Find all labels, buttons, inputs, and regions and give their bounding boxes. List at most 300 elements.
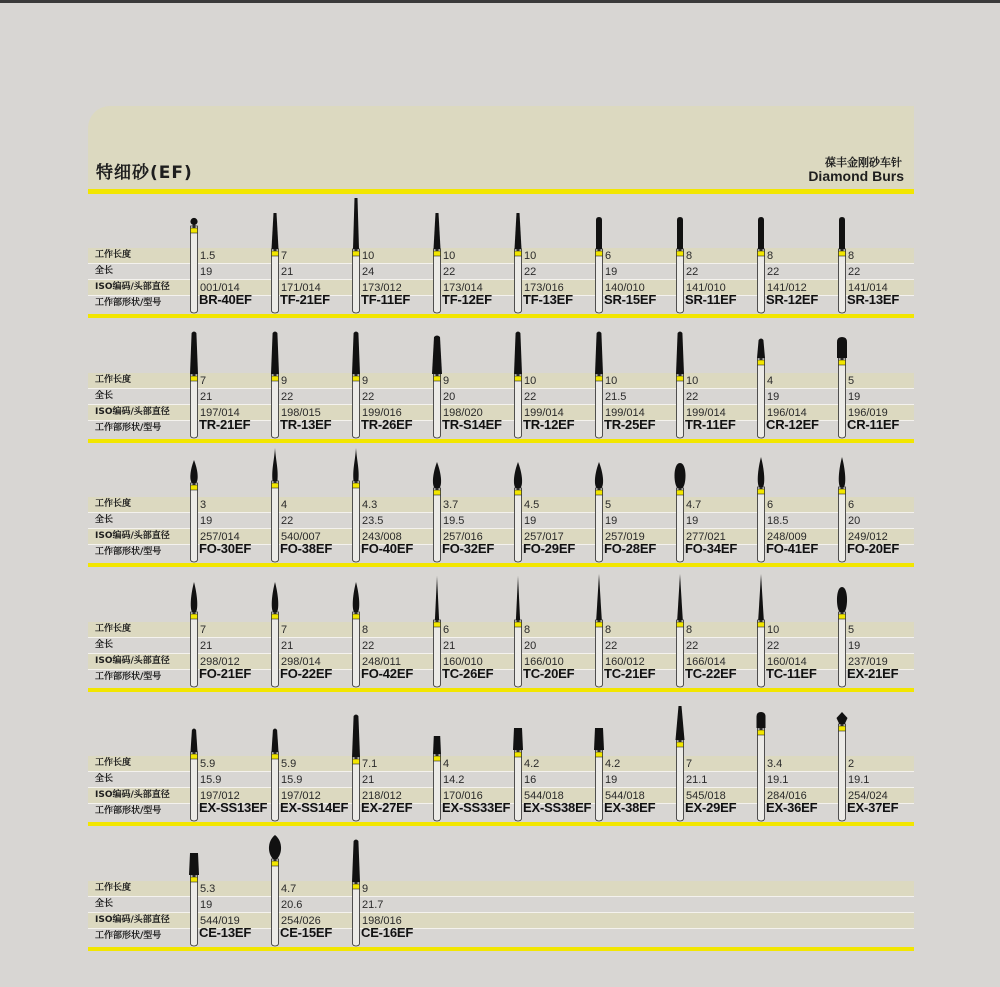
total-length: 22 <box>362 391 375 403</box>
total-length: 16 <box>524 774 537 786</box>
iso-code: 249/012 <box>848 531 888 543</box>
bur-item[interactable] <box>592 704 673 822</box>
total-length: 22 <box>443 266 456 278</box>
bur-specs <box>767 248 835 296</box>
bur-specs <box>524 756 592 804</box>
total-length: 19 <box>686 515 699 527</box>
bur-item[interactable] <box>268 196 349 314</box>
total-length: 21 <box>443 640 456 652</box>
row-label: ISO编码/头部直径 <box>95 531 170 541</box>
model-code: CR-11EF <box>847 417 900 432</box>
bur-specs <box>686 756 754 804</box>
working-length: 4.7 <box>281 883 297 895</box>
working-length: 10 <box>524 375 537 387</box>
bur-head <box>676 706 685 740</box>
model-code: EX-SS13EF <box>199 800 268 815</box>
bur-item[interactable] <box>349 704 430 822</box>
bur-item[interactable] <box>349 196 430 314</box>
bur-item[interactable] <box>592 196 673 314</box>
grit-color-band <box>353 884 360 889</box>
total-length: 19 <box>848 640 861 652</box>
bur-item[interactable] <box>673 196 754 314</box>
model-code: TF-21EF <box>280 292 330 307</box>
grit-color-band <box>596 251 603 256</box>
total-length: 19 <box>200 266 213 278</box>
iso-code: 218/012 <box>362 790 402 802</box>
bur-item[interactable] <box>187 829 268 947</box>
working-length: 6 <box>605 250 612 262</box>
total-length: 22 <box>767 640 780 652</box>
working-length: 5 <box>605 499 612 511</box>
row-label: 工作部形状/型号 <box>95 931 162 941</box>
grit-color-band <box>758 730 765 735</box>
iso-code: 140/010 <box>605 282 645 294</box>
total-length: 15.9 <box>200 774 222 786</box>
grit-color-band <box>353 483 360 488</box>
grit-color-band <box>272 614 279 619</box>
bur-specs <box>443 756 511 804</box>
iso-code: 173/014 <box>443 282 483 294</box>
model-code: TF-13EF <box>523 292 573 307</box>
bur-item[interactable] <box>835 704 916 822</box>
bur-item[interactable] <box>835 196 916 314</box>
working-length: 3.4 <box>767 758 783 770</box>
bur-head <box>757 339 765 359</box>
bur-item[interactable] <box>754 570 835 688</box>
row-label: 工作部形状/型号 <box>95 672 162 682</box>
working-length: 10 <box>524 250 537 262</box>
bur-shank <box>758 249 765 313</box>
bur-specs <box>686 248 754 296</box>
model-code: EX-SS14EF <box>280 800 349 815</box>
bur-item[interactable] <box>349 570 430 688</box>
iso-code: 544/018 <box>524 790 564 802</box>
row-label: ISO编码/头部直径 <box>95 656 170 666</box>
bur-shank <box>434 620 441 687</box>
model-code: FO-32EF <box>442 541 495 556</box>
bur-head <box>353 582 360 612</box>
model-code: EX-27EF <box>361 800 413 815</box>
bur-shank <box>677 488 684 562</box>
bur-item[interactable] <box>673 321 754 439</box>
bur-item[interactable] <box>754 196 835 314</box>
iso-code: 248/009 <box>767 531 807 543</box>
bur-head <box>514 332 522 375</box>
grit-color-band <box>191 877 198 882</box>
bur-item[interactable] <box>349 445 430 563</box>
iso-code: 199/014 <box>686 407 726 419</box>
bur-item[interactable] <box>511 445 592 563</box>
grit-color-band <box>839 726 846 731</box>
bur-shank <box>596 374 603 438</box>
iso-code: 199/016 <box>362 407 402 419</box>
working-length: 8 <box>524 624 531 636</box>
bur-specs <box>686 373 754 421</box>
model-code: TR-21EF <box>199 417 251 432</box>
bur-specs <box>362 248 430 296</box>
working-length: 4.2 <box>605 758 621 770</box>
row-label: ISO编码/头部直径 <box>95 790 170 800</box>
model-code: CR-12EF <box>766 417 819 432</box>
bur-shank <box>191 612 198 687</box>
iso-code: 257/016 <box>443 531 483 543</box>
iso-code: 196/019 <box>848 407 888 419</box>
grit-color-band <box>839 360 846 365</box>
total-length: 22 <box>686 391 699 403</box>
bur-item[interactable] <box>835 321 916 439</box>
total-length: 18.5 <box>767 515 789 527</box>
total-length: 20 <box>848 515 861 527</box>
bur-shank <box>677 620 684 687</box>
bur-head <box>272 729 279 753</box>
bur-shank <box>272 481 279 562</box>
total-length: 21 <box>281 640 294 652</box>
grit-color-band <box>677 742 684 747</box>
product-row <box>88 445 914 575</box>
total-length: 22 <box>767 266 780 278</box>
bur-specs <box>605 497 673 545</box>
model-code: FO-21EF <box>199 666 252 681</box>
total-length: 20 <box>443 391 456 403</box>
bur-shank <box>839 249 846 313</box>
bur-head <box>676 332 684 375</box>
bur-specs <box>200 497 268 545</box>
total-length: 22 <box>848 266 861 278</box>
model-code: EX-SS38EF <box>523 800 592 815</box>
bur-shank <box>515 750 522 821</box>
bur-specs <box>443 248 511 296</box>
row-divider <box>88 439 914 443</box>
bur-specs <box>200 373 268 421</box>
bur-shank <box>272 374 279 438</box>
bur-specs <box>524 497 592 545</box>
total-length: 22 <box>524 266 537 278</box>
bur-item[interactable] <box>430 321 511 439</box>
grit-color-band <box>353 376 360 381</box>
grit-color-band <box>758 622 765 627</box>
bur-item[interactable] <box>430 445 511 563</box>
model-code: EX-21EF <box>847 666 899 681</box>
grit-color-band <box>515 490 522 495</box>
bur-head <box>839 217 845 249</box>
iso-code: 196/014 <box>767 407 807 419</box>
bur-item[interactable] <box>187 196 268 314</box>
bur-item[interactable] <box>187 445 268 563</box>
model-code: TF-11EF <box>361 292 411 307</box>
working-length: 7 <box>281 250 288 262</box>
bur-specs <box>281 373 349 421</box>
bur-head <box>189 853 199 875</box>
row-label: 工作长度 <box>95 499 132 509</box>
row-label: 工作长度 <box>95 624 132 634</box>
iso-code: 257/014 <box>200 531 240 543</box>
product-row <box>88 829 914 959</box>
bur-item[interactable] <box>430 704 511 822</box>
bur-item[interactable] <box>268 321 349 439</box>
grit-color-band <box>515 622 522 627</box>
bur-item[interactable] <box>349 321 430 439</box>
iso-code: 197/012 <box>281 790 321 802</box>
working-length: 8 <box>362 624 369 636</box>
bur-item[interactable] <box>511 321 592 439</box>
iso-code: 243/008 <box>362 531 402 543</box>
bur-head <box>837 712 848 724</box>
bur-item[interactable] <box>754 445 835 563</box>
total-length: 22 <box>605 640 618 652</box>
iso-code: 160/010 <box>443 656 483 668</box>
bur-specs <box>524 622 592 670</box>
bur-item[interactable] <box>268 829 349 947</box>
bur-head <box>596 574 602 620</box>
bur-head <box>513 728 523 750</box>
row-label: ISO编码/头部直径 <box>95 915 170 925</box>
iso-code: 199/014 <box>524 407 564 419</box>
model-code: EX-38EF <box>604 800 656 815</box>
iso-code: 198/015 <box>281 407 321 419</box>
working-length: 10 <box>443 250 456 262</box>
bur-shank <box>758 487 765 562</box>
bur-item[interactable] <box>187 704 268 822</box>
page-title: 特细砂(EF) <box>96 163 193 183</box>
model-code: TR-25EF <box>604 417 656 432</box>
working-length: 7 <box>686 758 693 770</box>
bur-shank <box>596 488 603 562</box>
bur-specs <box>605 373 673 421</box>
row-label: ISO编码/头部直径 <box>95 407 170 417</box>
total-length: 19 <box>605 266 618 278</box>
bur-head <box>190 332 198 375</box>
iso-code: 166/010 <box>524 656 564 668</box>
bur-head <box>432 336 442 375</box>
bur-specs <box>767 622 835 670</box>
grit-color-band <box>191 228 198 233</box>
bur-specs <box>686 497 754 545</box>
total-length: 21.7 <box>362 899 384 911</box>
model-code: TR-S14EF <box>442 417 502 432</box>
iso-code: 170/016 <box>443 790 483 802</box>
bur-item[interactable] <box>835 570 916 688</box>
grit-color-band <box>596 622 603 627</box>
header-divider <box>88 189 914 194</box>
grit-color-band <box>272 376 279 381</box>
total-length: 21 <box>362 774 375 786</box>
bur-specs <box>767 756 835 804</box>
catalog-header <box>88 106 914 189</box>
iso-code: 277/021 <box>686 531 726 543</box>
bur-head <box>352 332 360 375</box>
bur-specs <box>605 248 673 296</box>
bur-item[interactable] <box>835 445 916 563</box>
grit-color-band <box>353 251 360 256</box>
row-divider <box>88 688 914 692</box>
bur-item[interactable] <box>187 570 268 688</box>
bur-head <box>433 462 441 488</box>
bur-item[interactable] <box>511 196 592 314</box>
model-code: CE-15EF <box>280 925 333 940</box>
product-row <box>88 196 914 326</box>
total-length: 19 <box>200 899 213 911</box>
grit-color-band <box>434 251 441 256</box>
grit-color-band <box>515 251 522 256</box>
bur-item[interactable] <box>187 321 268 439</box>
working-length: 5 <box>848 375 855 387</box>
working-length: 5 <box>848 624 855 636</box>
bur-head <box>190 218 197 225</box>
bur-shank <box>353 481 360 562</box>
model-code: TR-11EF <box>685 417 736 432</box>
total-length: 21 <box>200 391 213 403</box>
bur-shank <box>191 875 198 946</box>
working-length: 9 <box>362 883 369 895</box>
bur-item[interactable] <box>673 445 754 563</box>
bur-head <box>352 715 360 758</box>
total-length: 20 <box>524 640 537 652</box>
bur-head <box>758 217 764 249</box>
working-length: 9 <box>443 375 450 387</box>
bur-specs <box>200 881 268 929</box>
bur-head <box>272 582 279 612</box>
total-length: 20.6 <box>281 899 303 911</box>
bur-head <box>596 217 602 249</box>
grit-color-band <box>191 614 198 619</box>
working-length: 7 <box>281 624 288 636</box>
bur-head <box>837 337 847 358</box>
row-label: 工作部形状/型号 <box>95 298 162 308</box>
bur-shank <box>353 249 360 313</box>
grit-color-band <box>515 376 522 381</box>
bur-item[interactable] <box>430 570 511 688</box>
bur-shank <box>272 249 279 313</box>
grit-color-band <box>677 490 684 495</box>
iso-code: 160/012 <box>605 656 645 668</box>
bur-specs <box>848 373 916 421</box>
total-length: 22 <box>281 391 294 403</box>
bur-head <box>758 457 765 487</box>
bur-specs <box>848 248 916 296</box>
working-length: 7.1 <box>362 758 378 770</box>
bur-specs <box>848 497 916 545</box>
bur-head <box>352 840 360 883</box>
bur-shank <box>434 754 441 821</box>
bur-item[interactable] <box>268 570 349 688</box>
working-length: 9 <box>281 375 288 387</box>
bur-specs <box>443 373 511 421</box>
bur-shank <box>434 488 441 562</box>
bur-item[interactable] <box>592 321 673 439</box>
model-code: TR-26EF <box>361 417 413 432</box>
grit-color-band <box>839 489 846 494</box>
bur-head <box>271 332 279 375</box>
bur-item[interactable] <box>592 445 673 563</box>
bur-head <box>191 582 198 612</box>
bur-item[interactable] <box>430 196 511 314</box>
bur-item[interactable] <box>511 704 592 822</box>
bur-specs <box>524 373 592 421</box>
iso-code: 248/011 <box>362 656 401 668</box>
bur-specs <box>281 248 349 296</box>
total-length: 23.5 <box>362 515 384 527</box>
bur-item[interactable] <box>511 570 592 688</box>
bur-specs <box>200 248 268 296</box>
total-length: 21 <box>281 266 294 278</box>
model-code: EX-SS33EF <box>442 800 511 815</box>
bur-shank <box>677 249 684 313</box>
row-label: 全长 <box>95 515 114 525</box>
bur-head <box>674 463 685 488</box>
model-code: FO-42EF <box>361 666 414 681</box>
grit-color-band <box>353 759 360 764</box>
working-length: 3 <box>200 499 207 511</box>
bur-shank <box>353 882 360 946</box>
working-length: 6 <box>848 499 855 511</box>
bur-specs <box>443 497 511 545</box>
top-border <box>0 0 1000 3</box>
bur-item[interactable] <box>268 445 349 563</box>
working-length: 10 <box>362 250 375 262</box>
total-length: 21 <box>200 640 213 652</box>
model-code: EX-36EF <box>766 800 818 815</box>
iso-code: 141/014 <box>848 282 888 294</box>
bur-specs <box>767 373 835 421</box>
grit-color-band <box>434 622 441 627</box>
model-code: FO-29EF <box>523 541 576 556</box>
bur-specs <box>605 622 673 670</box>
iso-code: 254/026 <box>281 915 321 927</box>
model-code: SR-11EF <box>685 292 737 307</box>
bur-head <box>269 835 281 859</box>
total-length: 24 <box>362 266 375 278</box>
bur-item[interactable] <box>592 570 673 688</box>
model-code: TF-12EF <box>442 292 492 307</box>
iso-code: 544/018 <box>605 790 645 802</box>
grit-color-band <box>677 251 684 256</box>
total-length: 19.5 <box>443 515 465 527</box>
bur-shank <box>515 488 522 562</box>
grit-color-band <box>191 485 198 490</box>
working-length: 5.3 <box>200 883 216 895</box>
bur-head <box>677 217 683 249</box>
grit-color-band <box>758 251 765 256</box>
model-code: TC-22EF <box>685 666 737 681</box>
iso-code: 545/018 <box>686 790 726 802</box>
row-label: 工作部形状/型号 <box>95 423 162 433</box>
grit-color-band <box>191 754 198 759</box>
grit-color-band <box>839 251 846 256</box>
bur-shank <box>839 612 846 687</box>
iso-code: 173/016 <box>524 282 564 294</box>
bur-shank <box>434 374 441 438</box>
row-label: 全长 <box>95 391 114 401</box>
bur-item[interactable] <box>349 829 430 947</box>
bur-item[interactable] <box>673 704 754 822</box>
bur-item[interactable] <box>754 321 835 439</box>
working-length: 8 <box>686 250 693 262</box>
row-label: 全长 <box>95 266 114 276</box>
model-code: TC-21EF <box>604 666 656 681</box>
row-labels <box>95 881 195 945</box>
grit-color-band <box>191 376 198 381</box>
row-label: 工作长度 <box>95 375 132 385</box>
total-length: 19.1 <box>767 774 789 786</box>
model-code: FO-34EF <box>685 541 738 556</box>
bur-head <box>515 213 522 249</box>
bur-item[interactable] <box>754 704 835 822</box>
model-code: TR-13EF <box>280 417 332 432</box>
bur-item[interactable] <box>268 704 349 822</box>
working-length: 10 <box>686 375 699 387</box>
working-length: 6 <box>767 499 774 511</box>
bur-item[interactable] <box>673 570 754 688</box>
